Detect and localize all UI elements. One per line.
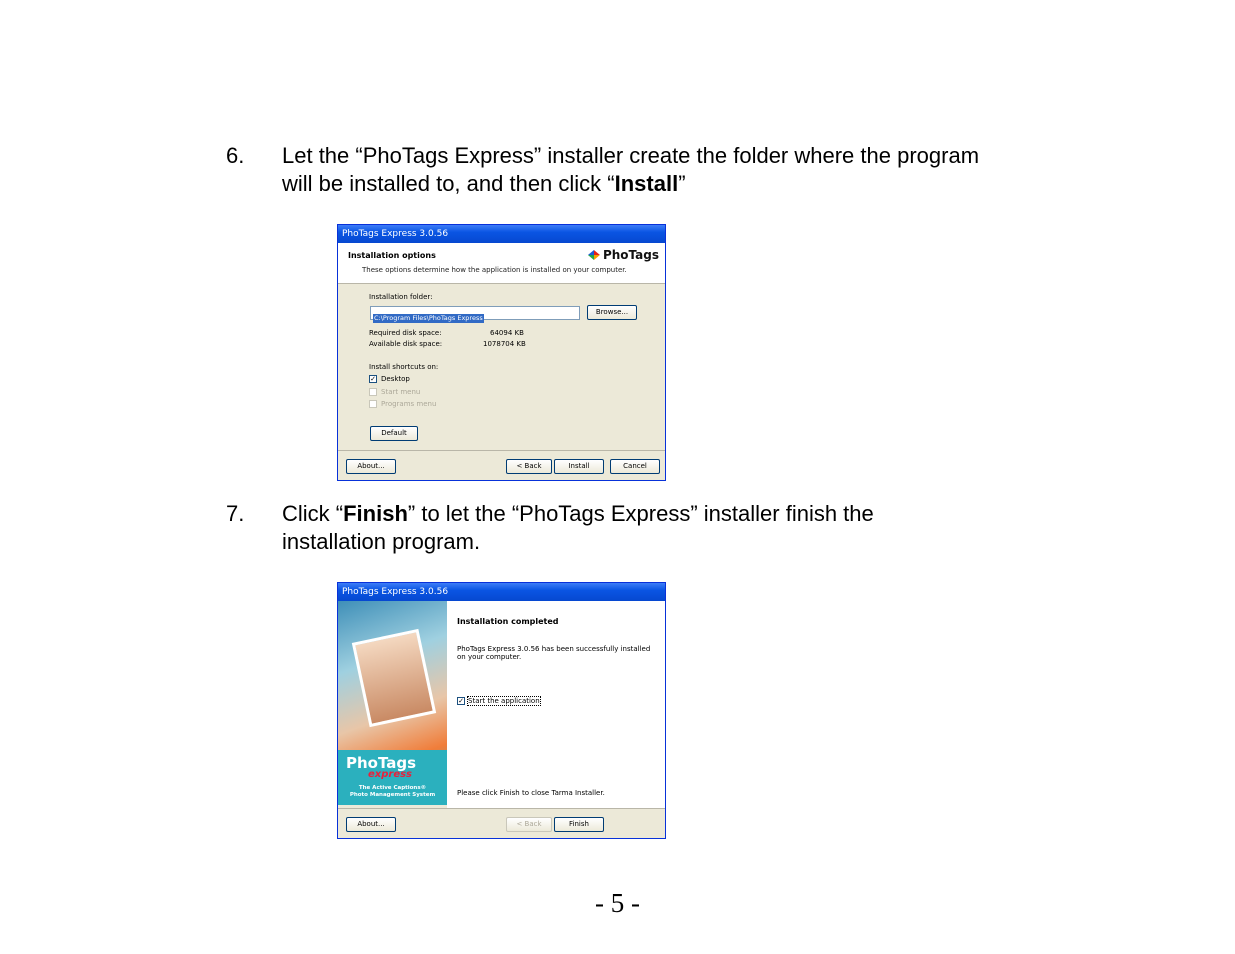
completion-pane [447,601,665,808]
finish-bold: Finish [343,501,408,526]
install-button[interactable]: Install [554,459,604,474]
required-space-label: Required disk space: [369,329,442,337]
folder-label: Installation folder: [369,293,433,301]
footer-separator [338,450,665,451]
browse-button[interactable]: Browse... [587,305,637,320]
finish-hint: Please click Finish to close Tarma Installer. [457,789,605,797]
window-title-bar[interactable]: PhoTags Express 3.0.56 [338,225,665,243]
folder-input[interactable]: C:\Program Files\PhoTags Express [370,306,580,320]
completion-message: PhoTags Express 3.0.56 has been successfully installed on your computer. [457,645,651,661]
programs-menu-label: Programs menu [381,400,437,408]
available-space-value: 1078704 KB [483,340,526,348]
shortcuts-label: Install shortcuts on: [369,363,439,371]
step-number: 7. [226,501,245,526]
available-space-label: Available disk space: [369,340,443,348]
installation-options-window [337,224,666,481]
photags-logo-icon [588,250,600,260]
desktop-checkbox[interactable]: ✓ [370,376,376,383]
start-app-label[interactable]: Start the application [468,697,540,705]
start-app-checkbox[interactable]: ✓ [458,698,464,705]
start-menu-checkbox[interactable] [369,388,377,396]
side-banner-image [338,601,447,805]
back-button[interactable]: < Back [506,817,552,832]
step-number: 6. [226,143,245,168]
required-space-value: 64094 KB [490,329,524,337]
page-number: - 5 - [595,888,640,918]
start-menu-label: Start menu [381,388,421,396]
desktop-label: Desktop [381,375,410,383]
girl-photo-image [352,629,436,727]
installation-completed-window [337,582,666,839]
about-button[interactable]: About... [346,459,396,474]
footer-separator [338,808,665,809]
window-title-bar[interactable]: PhoTags Express 3.0.56 [338,583,665,601]
photags-express-logo: PhoTags express The Active Captions® Photo Management System [338,750,447,805]
header-subtitle: These options determine how the application is installed on your computer. [362,266,627,274]
step-text: Click “Finish” to let the “PhoTags Express” installer finish the installation program. [282,501,874,554]
cancel-button[interactable]: Cancel [610,459,660,474]
default-button[interactable]: Default [370,426,418,441]
wizard-header [338,243,665,284]
about-button[interactable]: About... [346,817,396,832]
finish-button[interactable]: Finish [554,817,604,832]
programs-menu-checkbox[interactable] [369,400,377,408]
photags-logo: PhoTags [588,248,659,262]
completion-heading: Installation completed [457,617,559,626]
step-text: Let the “PhoTags Express” installer create the folder where the program will be installed to, and then click “Install” [282,143,980,196]
install-bold: Install [614,171,679,196]
back-button[interactable]: < Back [506,459,552,474]
header-title: Installation options [348,251,436,260]
